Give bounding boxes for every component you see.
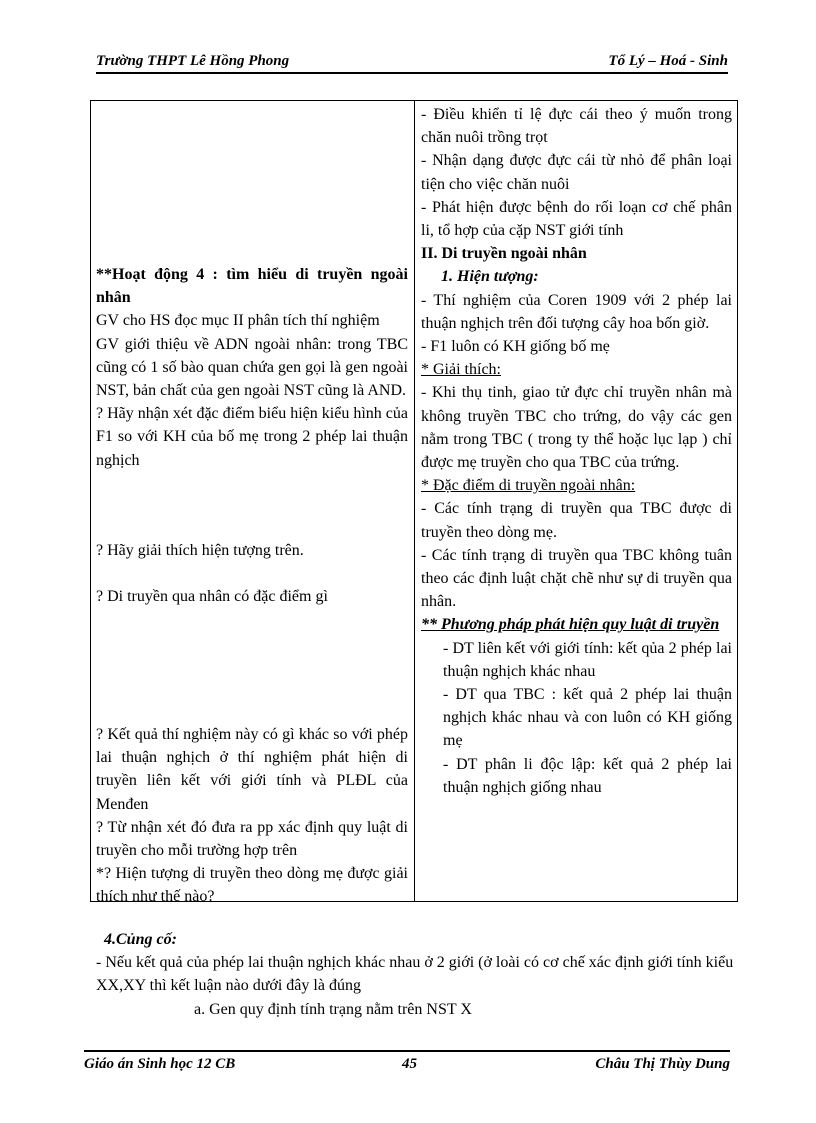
consolidation-title: 4.Củng cố: <box>104 931 177 948</box>
right-text-6: - F1 luôn có KH giống bố mẹ <box>421 338 610 356</box>
page-header <box>96 52 728 74</box>
department-name: Tổ Lý – Hoá - Sinh <box>608 53 728 69</box>
phenomenon-heading: 1. Hiện tượng: <box>441 268 539 286</box>
teacher-activity-block-1 <box>96 263 408 472</box>
left-text-1: GV cho HS đọc mục II phân tích thí nghiệm <box>96 312 380 330</box>
right-text-1: - Nhận dạng được đực cái từ nhỏ để phân loại tiện cho việc chăn nuôi <box>421 152 732 193</box>
right-text-0: - Điều khiển tỉ lệ đực cái theo ý muốn trong chăn nuôi trồng trọt <box>421 106 732 147</box>
teacher-activity-column <box>91 101 415 906</box>
left-question-4: ? Kết quả thí nghiệm này có gì khác so với phép lai thuận nghịch ở thí nghiệm phát hiện di truyền liên kết với giới tính và PLĐL của Menđen <box>96 726 408 813</box>
content-column <box>415 101 737 901</box>
right-text-11: - Các tính trạng di truyền qua TBC không tuân theo các định luật chặt chẽ như sự di truyền qua nhân. <box>421 546 732 611</box>
activity-4-heading: **Hoạt động 4 : tìm hiểu di truyền ngoài nhân <box>96 266 408 307</box>
page-footer <box>84 1050 730 1074</box>
consolidation-option-a: a. Gen quy định tính trạng nằm trên NST X <box>194 1000 472 1018</box>
consolidation-text: - Nếu kết quả của phép lai thuận nghịch khác nhau ở 2 giới (ở loài có cơ chế xác định giới tính kiểu XX,XY thì kết luận nào dưới đây là đúng <box>96 954 734 995</box>
left-question-3: ? Di truyền qua nhân có đặc điểm gì <box>96 588 328 605</box>
left-question-1: ? Hãy nhận xét đặc điểm biểu hiện kiểu hình của F1 so với KH của bố mẹ trong 2 phép lai thuận nghịch <box>96 405 408 469</box>
method-heading: ** Phương pháp phát hiện quy luật di truyền <box>421 616 720 634</box>
left-question-2-block <box>96 539 408 562</box>
method-item-1: - DT liên kết với giới tính: kết qủa 2 phép lai thuận nghịch khác nhau <box>443 639 732 680</box>
left-question-2: ? Hãy giải thích hiện tượng trên. <box>96 542 304 559</box>
left-text-2: GV giới thiệu về ADN ngoài nhân: trong TBC cũng có 1 số bào quan chứa gen gọi là gen ngoài NST, bản chất của gen ngoài NST cũng là AND. <box>96 335 408 400</box>
left-question-3-block <box>96 585 408 608</box>
left-question-block-2 <box>96 723 408 909</box>
right-text-8: - Khi thụ tinh, giao tử đực chỉ truyền nhân mà không truyền TBC cho trứng, do vậy các gen nằm trong TBC ( trong ty thể hoặc lục lạp ) chỉ được mẹ truyền cho qua TBC của trứng. <box>421 384 732 472</box>
page-number: 45 <box>402 1056 417 1072</box>
method-item-3: - DT phân li độc lập: kết quả 2 phép lai thuận nghịch giống nhau <box>443 755 732 796</box>
left-question-5: ? Từ nhận xét đó đưa ra pp xác định quy luật di truyền cho mỗi trường hợp trên <box>96 818 408 860</box>
section-ii-heading: II. Di truyền ngoài nhân <box>421 245 587 263</box>
right-text-5: - Thí nghiệm của Coren 1909 với 2 phép lai thuận nghịch trên đối tượng cây hoa bốn giờ. <box>421 291 732 332</box>
left-question-6: *? Hiện tượng di truyền theo dòng mẹ được giải thích như thế nào? <box>96 865 408 906</box>
explanation-heading: * Giải thích: <box>421 361 501 379</box>
author-name: Châu Thị Thùy Dung <box>595 1056 730 1072</box>
lesson-table <box>90 100 738 906</box>
right-text-10: - Các tính trạng di truyền qua TBC được di truyền theo dòng mẹ. <box>421 500 732 541</box>
content-block <box>421 103 732 799</box>
school-name: Trường THPT Lê Hồng Phong <box>96 53 290 69</box>
method-item-2: - DT qua TBC : kết quả 2 phép lai thuận nghịch khác nhau và con luôn có KH giống mẹ <box>443 686 732 750</box>
consolidation-section <box>96 928 736 1021</box>
subject-name: Giáo án Sinh học 12 CB <box>84 1056 236 1072</box>
characteristics-heading: * Đặc điểm di truyền ngoài nhân: <box>421 477 636 495</box>
right-text-2: - Phát hiện được bệnh do rối loạn cơ chế phân li, tổ hợp của cặp NST giới tính <box>421 198 732 240</box>
